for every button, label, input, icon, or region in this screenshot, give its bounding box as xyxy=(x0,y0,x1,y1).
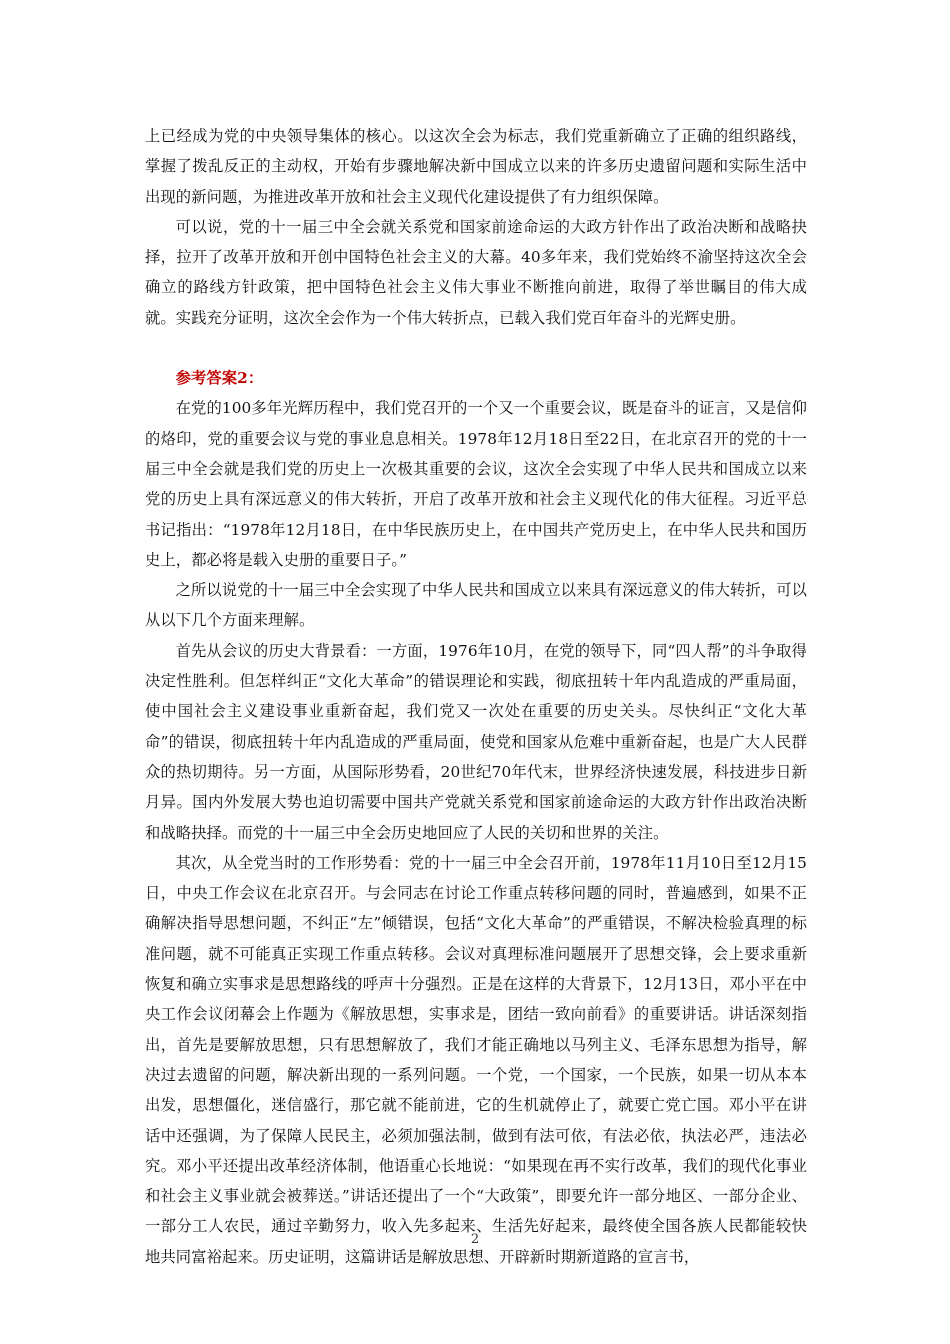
paragraph-historical-background: 首先从会议的历史大背景看：一方面，1976年10月，在党的领导下，同“四人帮”的斗争取得决定性胜利。但怎样纠正“文化大革命”的错误理论和实践，彻底扭转十年内乱造成的严重局面，使中国社会主义建设事业重新奋起，我们党又一次处在重要的历史关头。尽快纠正“文化大革命”的错误，彻底扭转十年内乱造成的严重局面，使党和国家从危难中重新奋起，也是广大人民群众的热切期待。另一方面，从国际形势看，20世纪70年代末，世界经济快速发展，科技进步日新月异。国内外发展大势也迫切需要中国共产党就关系党和国家前途命运的大政方针作出政治决断和战略抉择。而党的十一届三中全会历史地回应了人民的关切和世界的关注。 xyxy=(145,641,807,842)
page-number: 2 xyxy=(470,1232,480,1247)
paragraph-continuation: 上已经成为党的中央领导集体的核心。以这次全会为标志，我们党重新确立了正确的组织路线，掌握了拨乱反正的主动权，开始有步骤地解决新中国成立以来的许多历史遗留问题和实际生活中出现的新问题，为推进改革开放和社会主义现代化建设提供了有力组织保障。 xyxy=(145,127,807,206)
paragraph-reason-lead: 之所以说党的十一届三中全会实现了中华人民共和国成立以来具有深远意义的伟大转折，可以从以下几个方面来理解。 xyxy=(145,581,807,630)
paragraph-work-situation: 其次，从全党当时的工作形势看：党的十一届三中全会召开前，1978年11月10日至12月15日，中央工作会议在北京召开。与会同志在讨论工作重点转移问题的同时，普遍感到，如果不正确解决指导思想问题，不纠正“左”倾错误，包括“文化大革命”的严重错误，不解决检验真理的标准问题，就不可能真正实现工作重点转移。会议对真理标准问题展开了思想交锋，会上要求重新恢复和确立实事求是思想路线的呼声十分强烈。正是在这样的大背景下，12月13日，邓小平在中央工作会议闭幕会上作题为《解放思想，实事求是，团结一致向前看》的重要讲话。讲话深刻指出，首先是要解放思想，只有思想解放了，我们才能正确地以马列主义、毛泽东思想为指导，解决过去遗留的问题，解决新出现的一系列问题。一个党，一个国家，一个民族，如果一切从本本出发，思想僵化，迷信盛行，那它就不能前进，它的生机就停止了，就要亡党亡国。邓小平在讲话中还强调，为了保障人民民主，必须加强法制，做到有法可依，有法必依，执法必严，违法必究。邓小平还提出改革经济体制，他语重心长地说：“如果现在再不实行改革，我们的现代化事业和社会主义事业就会被葬送。”讲话还提出了一个“大政策”，即要允许一部分地区、一部分企业、一部分工人农民，通过辛勤努力，收入先多起来、生活先好起来，最终使全国各族人民都能较快地共同富裕起来。历史证明，这篇讲话是解放思想、开辟新时期新道路的宣言书， xyxy=(145,853,807,1266)
paragraph-conclusion: 可以说，党的十一届三中全会就关系党和国家前途命运的大政方针作出了政治决断和战略抉择，拉开了改革开放和开创中国特色社会主义的大幕。40多年来，我们党始终不渝坚持这次全会确立的路线方针政策，把中国特色社会主义伟大事业不断推向前进，取得了举世瞩目的伟大成就。实践充分证明，这次全会作为一个伟大转折点，已载入我们党百年奋斗的光辉史册。 xyxy=(145,217,807,327)
answer-heading: 参考答案2： xyxy=(175,369,264,388)
paragraph-gap xyxy=(145,333,807,363)
paragraph-intro: 在党的100多年光辉历程中，我们党召开的一个又一个重要会议，既是奋斗的证言，又是信仰的烙印，党的重要会议与党的事业息息相关。1978年12月18日至22日，在北京召开的党的十一届三中全会就是我们党的历史上一次极其重要的会议，这次全会实现了中华人民共和国成立以来党的历史上具有深远意义的伟大转折，开启了改革开放和社会主义现代化的伟大征程。习近平总书记指出：“1978年12月18日，在中华民族历史上，在中国共产党历史上，在中华人民共和国历史上，都必将是载入史册的重要日子。” xyxy=(145,399,807,569)
document-body xyxy=(145,121,807,1272)
